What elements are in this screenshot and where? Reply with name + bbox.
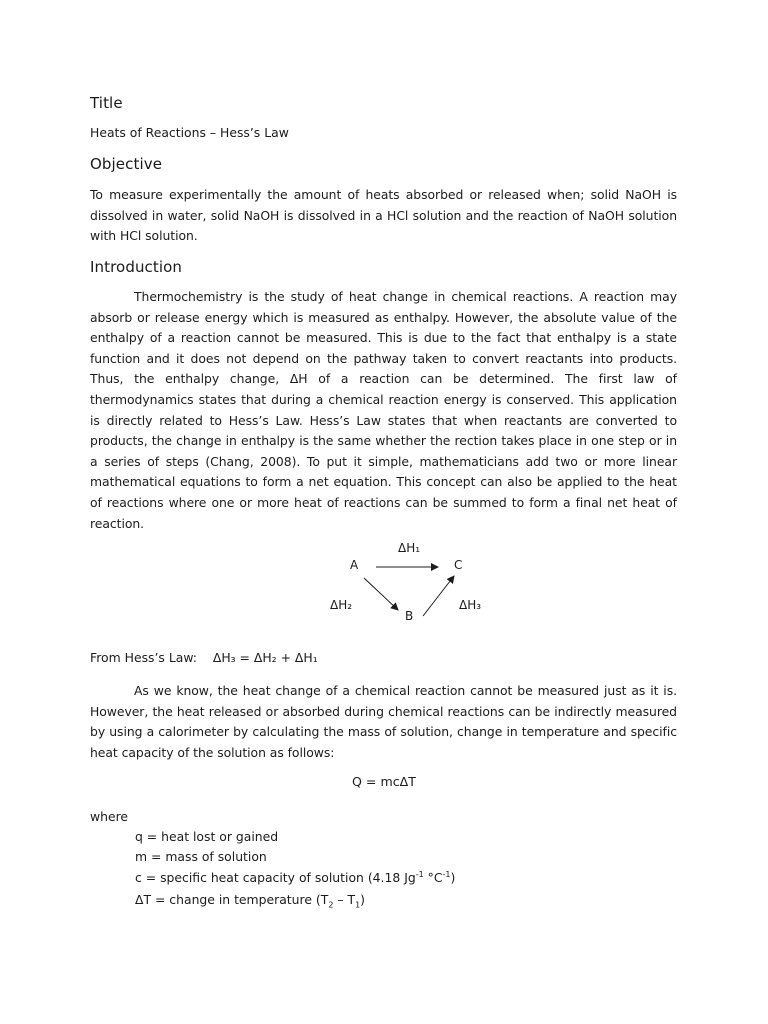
definition-dt-sub-1: 1 (355, 900, 361, 910)
definition-dt-close: ) (360, 892, 365, 907)
objective-text: To measure experimentally the amount of heats absorbed or released when; solid NaOH is dissolved in water, solid NaOH is dissolved in a HCl solution and the reaction of NaOH solution with HCl solution. (90, 187, 677, 244)
definition-c-exponent-2: -1 (442, 869, 451, 879)
hess-cycle-diagram (320, 536, 500, 628)
definition-c-exponent-1: -1 (415, 869, 424, 879)
definition-delta-t (135, 892, 365, 910)
definition-dt-mid: – T (333, 892, 356, 907)
arrow-b-to-c (423, 576, 454, 616)
hess-law-prefix: From Hess’s Law: (90, 650, 197, 665)
definition-q: q = heat lost or gained (135, 829, 279, 844)
definition-c-close: ) (450, 870, 456, 885)
dh1-label: ΔH₁ (398, 541, 421, 555)
definition-c (135, 870, 455, 885)
title-heading: Title (90, 94, 123, 112)
arrow-a-to-b (364, 578, 398, 610)
definition-dt-text: ΔT = change in temperature (T (135, 892, 329, 907)
where-label: where (90, 809, 129, 824)
objective-heading: Objective (90, 155, 163, 173)
introduction-heading: Introduction (90, 258, 183, 276)
definition-c-text: c = specific heat capacity of solution (4.18 Jg (135, 870, 416, 885)
definition-c-unit: °C (423, 870, 443, 885)
dh3-label: ΔH₃ (459, 598, 482, 612)
node-a-label: A (350, 558, 359, 572)
definition-dt-sub-2: 2 (328, 900, 334, 910)
calorimetry-paragraph: As we know, the heat change of a chemical reaction cannot be measured just as it is. However, the heat released or absorbed during chemical reactions can be indirectly measured by using a calorimeter by calculating the mass of solution, change in temperature and specific heat capacity of the solution as follows: (90, 683, 677, 760)
heat-formula: Q = mcΔT (352, 774, 416, 789)
hess-law-equation: ΔH₃ = ΔH₂ + ΔH₁ (212, 650, 318, 665)
hess-law-line (90, 648, 318, 668)
node-b-label: B (405, 609, 414, 623)
introduction-paragraph: Thermochemistry is the study of heat change in chemical reactions. A reaction may absorb or release energy which is measured as enthalpy. However, the absolute value of the enthalpy of a reaction cannot be measured. This is due to the fact that enthalpy is a state function and it does not depend on the pathway taken to convert reactants into products. Thus, the enthalpy change, ΔH of a reaction can be determined. The first law of thermodynamics states that during a chemical reaction energy is conserved. This application is directly related to Hess’s Law. Hess’s Law states that when reactants are converted to products, the change in enthalpy is the same whether the rection takes place in one step or in a series of steps (Chang, 2008). To put it simple, mathematicians add two or more linear mathematical equations to form a net equation. This concept can also be applied to the heat of reactions where one or more heat of reactions can be summed to form a final net heat of reaction. (90, 289, 677, 531)
node-c-label: C (454, 558, 463, 572)
dh2-label: ΔH₂ (330, 598, 353, 612)
definition-m: m = mass of solution (135, 849, 267, 864)
title-text: Heats of Reactions – Hess’s Law (90, 125, 289, 140)
